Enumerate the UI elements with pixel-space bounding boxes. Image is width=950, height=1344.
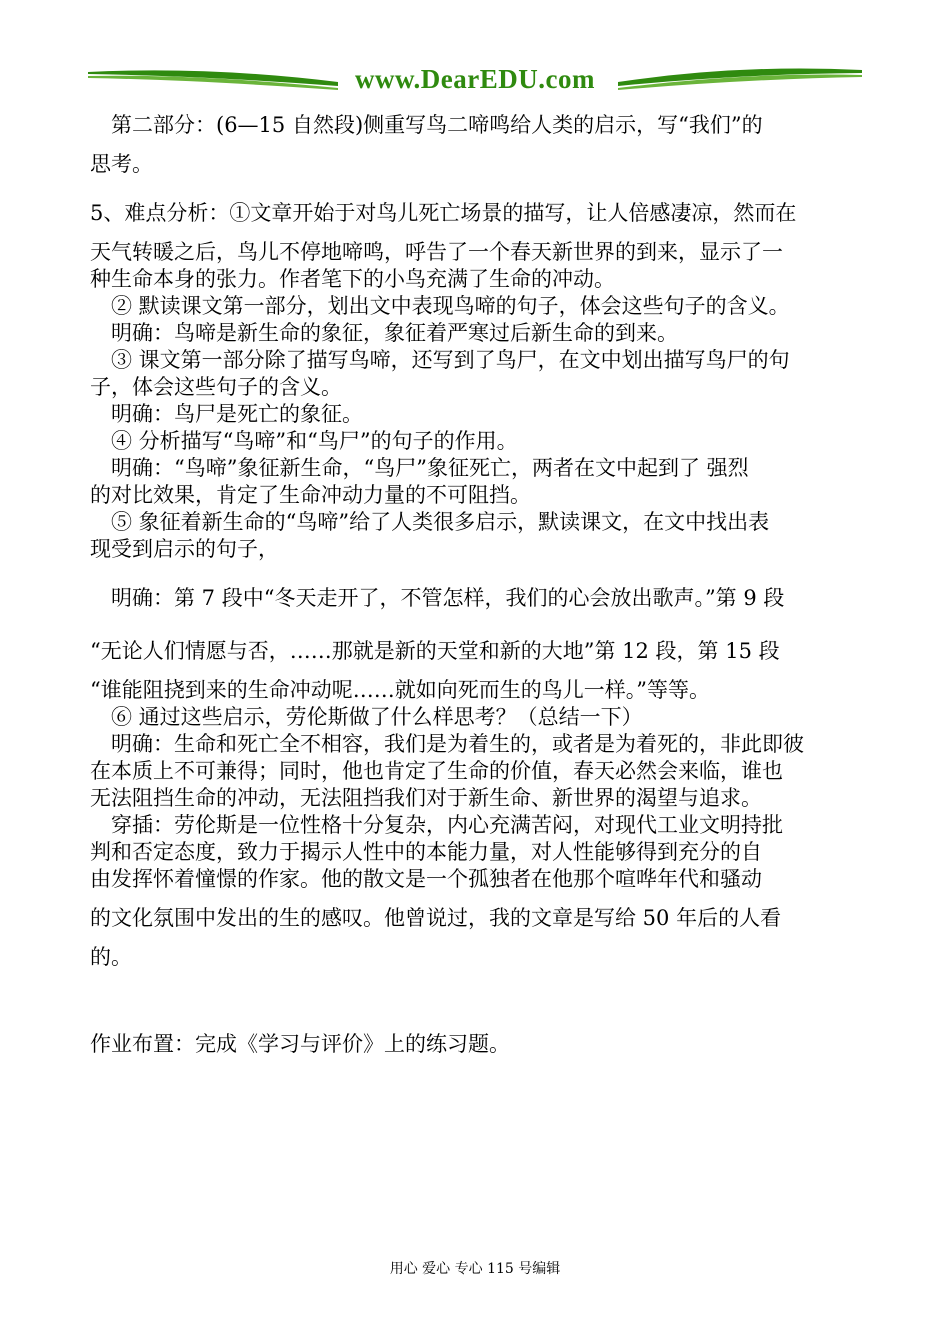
site-logo-text: www.DearEDU.com xyxy=(355,64,595,94)
difficulty-line-3: 种生命本身的张力。作者笔下的小鸟充满了生命的冲动。 xyxy=(90,267,615,291)
answer-4-line-1: 明确：“鸟啼”象征新生命，“鸟尸”象征死亡，两者在文中起到了 强烈 xyxy=(111,456,749,480)
question-4: ④ 分析描写“鸟啼”和“鸟尸”的句子的作用。 xyxy=(111,429,518,453)
answer-6-line-1: 明确：生命和死亡全不相容，我们是为着生的，或者是为着死的，非此即彼 xyxy=(111,732,804,756)
answer-6-line-3: 无法阻挡生命的冲动，无法阻挡我们对于新生命、新世界的渴望与追求。 xyxy=(90,786,762,810)
insert-note-line-3: 由发挥怀着憧憬的作家。他的散文是一个孤独者在他那个喧哗年代和骚动 xyxy=(90,867,762,891)
difficulty-line-1: 5、难点分析：①文章开始于对鸟儿死亡场景的描写，让人倍感凄凉，然而在 xyxy=(90,201,797,225)
document-body xyxy=(90,112,862,1058)
answer-6-line-2: 在本质上不可兼得；同时，他也肯定了生命的价值，春天必然会来临，谁也 xyxy=(90,759,783,783)
site-header xyxy=(88,58,862,98)
homework-assignment: 作业布置：完成《学习与评价》上的练习题。 xyxy=(90,1032,510,1056)
difficulty-line-2: 天气转暖之后，鸟儿不停地啼鸣，呼告了一个春天新世界的到来，显示了一 xyxy=(90,240,783,264)
insert-note-line-5: 的。 xyxy=(90,945,132,969)
question-3-line-2: 子，体会这些句子的含义。 xyxy=(90,375,342,399)
answer-3: 明确：鸟尸是死亡的象征。 xyxy=(111,402,363,426)
page-footer: 用心 爱心 专心 115 号编辑 xyxy=(389,1261,561,1277)
answer-5-line-2: “无论人们情愿与否，……那就是新的天堂和新的大地”第 12 段，第 15 段 xyxy=(90,639,780,663)
insert-note-line-2: 判和否定态度，致力于揭示人性中的本能力量，对人性能够得到充分的自 xyxy=(90,840,762,864)
question-2: ② 默读课文第一部分，划出文中表现鸟啼的句子，体会这些句子的含义。 xyxy=(111,294,790,318)
part2-line-1: 第二部分：(6—15 自然段)侧重写鸟二啼鸣给人类的启示，写“我们”的 xyxy=(111,113,763,137)
answer-2: 明确：鸟啼是新生命的象征，象征着严寒过后新生命的到来。 xyxy=(111,321,678,345)
insert-note-line-4: 的文化氛围中发出的生的感叹。他曾说过，我的文章是写给 50 年后的人看 xyxy=(90,906,782,930)
answer-4-line-2: 的对比效果，肯定了生命冲动力量的不可阻挡。 xyxy=(90,483,531,507)
insert-note-line-1: 穿插：劳伦斯是一位性格十分复杂，内心充满苦闷，对现代工业文明持批 xyxy=(111,813,783,837)
question-3-line-1: ③ 课文第一部分除了描写鸟啼，还写到了鸟尸，在文中划出描写鸟尸的句 xyxy=(111,348,790,372)
question-6: ⑥ 通过这些启示，劳伦斯做了什么样思考？（总结一下） xyxy=(111,705,643,729)
question-5-line-1: ⑤ 象征着新生命的“鸟啼”给了人类很多启示，默读课文，在文中找出表 xyxy=(111,510,770,534)
part2-line-2: 思考。 xyxy=(90,152,153,176)
answer-5-line-1: 明确：第 7 段中“冬天走开了，不管怎样，我们的心会放出歌声。”第 9 段 xyxy=(111,586,785,610)
answer-5-line-3: “谁能阻挠到来的生命冲动呢……就如向死而生的鸟儿一样。”等等。 xyxy=(90,678,710,702)
question-5-line-2: 现受到启示的句子， xyxy=(90,537,279,561)
